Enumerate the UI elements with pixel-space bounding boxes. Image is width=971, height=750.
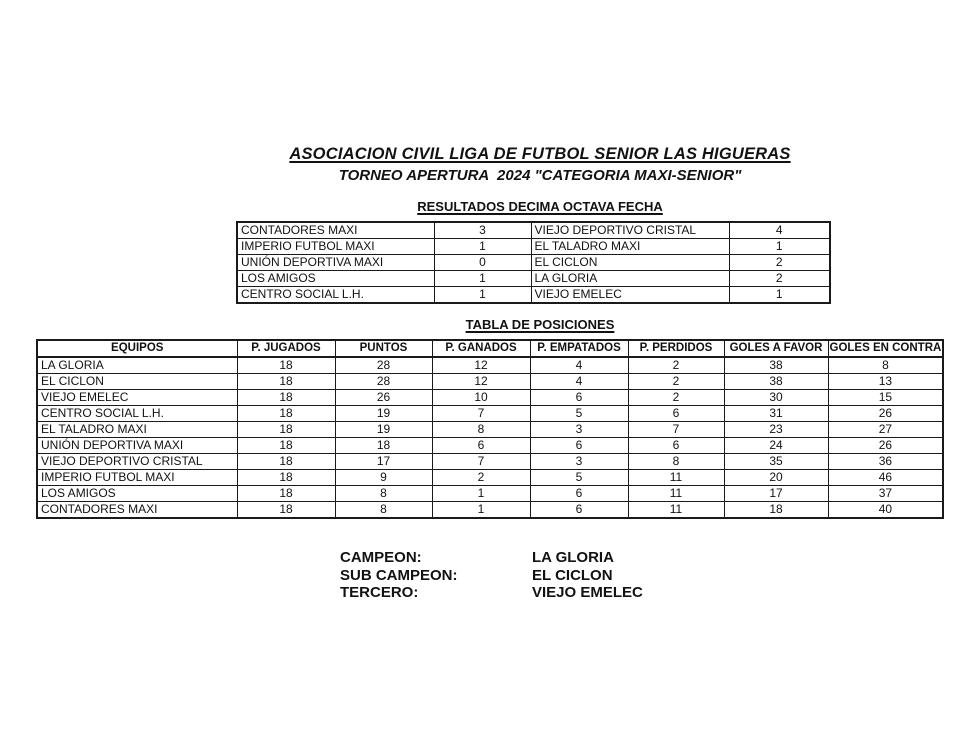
stat-cell: 8 [335, 486, 432, 502]
podium-value: VIEJO EMELEC [532, 584, 643, 601]
stat-cell: 5 [530, 470, 628, 486]
stat-cell: 18 [237, 486, 335, 502]
stat-cell: 18 [237, 502, 335, 519]
results-heading [110, 199, 970, 214]
away-team-cell: EL CICLON [531, 255, 729, 271]
standings-row [37, 406, 943, 422]
standings-row [37, 357, 943, 374]
stat-cell: 38 [724, 374, 828, 390]
podium-value: LA GLORIA [532, 549, 614, 566]
stat-cell: 13 [828, 374, 943, 390]
stat-cell: 8 [828, 357, 943, 374]
home-team-cell: CONTADORES MAXI [237, 222, 434, 239]
stat-cell: 31 [724, 406, 828, 422]
column-header-equipos: EQUIPOS [37, 340, 237, 357]
away-score-cell: 2 [729, 271, 830, 287]
stat-cell: 8 [628, 454, 724, 470]
away-score-cell: 1 [729, 287, 830, 304]
column-header-ganados: P. GANADOS [432, 340, 530, 357]
page-subtitle: TORNEO APERTURA 2024 "CATEGORIA MAXI-SENIOR" [338, 167, 742, 184]
stat-cell: 3 [530, 422, 628, 438]
stat-cell: 6 [432, 438, 530, 454]
results-heading-text: RESULTADOS DECIMA OCTAVA FECHA [417, 199, 663, 214]
stat-cell: 17 [724, 486, 828, 502]
team-name-cell: VIEJO EMELEC [37, 390, 237, 406]
stat-cell: 6 [530, 438, 628, 454]
stat-cell: 18 [237, 422, 335, 438]
home-team-cell: UNIÓN DEPORTIVA MAXI [237, 255, 434, 271]
away-team-cell: VIEJO DEPORTIVO CRISTAL [531, 222, 729, 239]
page-title-text: ASOCIACION CIVIL LIGA DE FUTBOL SENIOR LAS HIGUERAS [289, 145, 791, 163]
match-row [237, 271, 830, 287]
stat-cell: 46 [828, 470, 943, 486]
match-row [237, 255, 830, 271]
stat-cell: 17 [335, 454, 432, 470]
stat-cell: 6 [530, 390, 628, 406]
stat-cell: 2 [628, 390, 724, 406]
stat-cell: 11 [628, 486, 724, 502]
stat-cell: 7 [432, 454, 530, 470]
stat-cell: 6 [628, 406, 724, 422]
home-score-cell: 1 [434, 271, 531, 287]
stat-cell: 28 [335, 374, 432, 390]
stat-cell: 9 [335, 470, 432, 486]
standings-table [36, 339, 944, 519]
match-row [237, 222, 830, 239]
stat-cell: 2 [432, 470, 530, 486]
stat-cell: 6 [530, 486, 628, 502]
stat-cell: 26 [828, 438, 943, 454]
stat-cell: 18 [237, 454, 335, 470]
stat-cell: 23 [724, 422, 828, 438]
stat-cell: 12 [432, 374, 530, 390]
stat-cell: 37 [828, 486, 943, 502]
stat-cell: 2 [628, 374, 724, 390]
stat-cell: 18 [237, 470, 335, 486]
stat-cell: 12 [432, 357, 530, 374]
stat-cell: 18 [335, 438, 432, 454]
stat-cell: 27 [828, 422, 943, 438]
stat-cell: 8 [335, 502, 432, 519]
team-name-cell: LA GLORIA [37, 357, 237, 374]
standings-row [37, 422, 943, 438]
away-team-cell: EL TALADRO MAXI [531, 239, 729, 255]
away-team-cell: LA GLORIA [531, 271, 729, 287]
standings-row [37, 390, 943, 406]
standings-row [37, 486, 943, 502]
home-score-cell: 1 [434, 287, 531, 304]
podium-section [340, 549, 643, 602]
team-name-cell: EL CICLON [37, 374, 237, 390]
stat-cell: 18 [237, 374, 335, 390]
podium-label: SUB CAMPEON: [340, 566, 458, 584]
stat-cell: 6 [628, 438, 724, 454]
podium-label: TERCERO: [340, 584, 419, 601]
standings-row [37, 502, 943, 519]
stat-cell: 3 [530, 454, 628, 470]
stat-cell: 1 [432, 502, 530, 519]
stat-cell: 1 [432, 486, 530, 502]
page-title [110, 145, 970, 164]
podium-line-tercero [340, 584, 643, 602]
stat-cell: 20 [724, 470, 828, 486]
stat-cell: 4 [530, 357, 628, 374]
standings-heading [110, 317, 970, 332]
home-score-cell: 1 [434, 239, 531, 255]
team-name-cell: IMPERIO FUTBOL MAXI [37, 470, 237, 486]
stat-cell: 10 [432, 390, 530, 406]
column-header-perdidos: P. PERDIDOS [628, 340, 724, 357]
away-team-cell: VIEJO EMELEC [531, 287, 729, 304]
match-row [237, 239, 830, 255]
team-name-cell: VIEJO DEPORTIVO CRISTAL [37, 454, 237, 470]
stat-cell: 36 [828, 454, 943, 470]
stat-cell: 19 [335, 422, 432, 438]
column-header-goles-contra: GOLES EN CONTRA [828, 340, 943, 357]
team-name-cell: EL TALADRO MAXI [37, 422, 237, 438]
column-header-goles-favor: GOLES A FAVOR [724, 340, 828, 357]
home-team-cell: CENTRO SOCIAL L.H. [237, 287, 434, 304]
podium-line-subcampeon [340, 567, 643, 585]
stat-cell: 11 [628, 502, 724, 519]
standings-row [37, 454, 943, 470]
home-score-cell: 3 [434, 222, 531, 239]
stat-cell: 18 [724, 502, 828, 519]
stat-cell: 7 [628, 422, 724, 438]
home-score-cell: 0 [434, 255, 531, 271]
away-score-cell: 1 [729, 239, 830, 255]
away-score-cell: 2 [729, 255, 830, 271]
stat-cell: 2 [628, 357, 724, 374]
match-row [237, 287, 830, 304]
away-score-cell: 4 [729, 222, 830, 239]
team-name-cell: CENTRO SOCIAL L.H. [37, 406, 237, 422]
standings-row [37, 438, 943, 454]
stat-cell: 18 [237, 390, 335, 406]
stat-cell: 8 [432, 422, 530, 438]
podium-label: CAMPEON: [340, 549, 422, 566]
stat-cell: 6 [530, 502, 628, 519]
stat-cell: 15 [828, 390, 943, 406]
column-header-puntos: PUNTOS [335, 340, 432, 357]
stat-cell: 26 [335, 390, 432, 406]
stat-cell: 38 [724, 357, 828, 374]
home-team-cell: LOS AMIGOS [237, 271, 434, 287]
stat-cell: 18 [237, 406, 335, 422]
podium-value: EL CICLON [532, 566, 613, 584]
standings-row [37, 470, 943, 486]
stat-cell: 18 [237, 357, 335, 374]
results-table [236, 221, 831, 304]
team-name-cell: LOS AMIGOS [37, 486, 237, 502]
home-team-cell: IMPERIO FUTBOL MAXI [237, 239, 434, 255]
stat-cell: 4 [530, 374, 628, 390]
stat-cell: 30 [724, 390, 828, 406]
stat-cell: 11 [628, 470, 724, 486]
stat-cell: 28 [335, 357, 432, 374]
standings-heading-text: TABLA DE POSICIONES [465, 317, 615, 332]
standings-header-row [37, 340, 943, 357]
stat-cell: 5 [530, 406, 628, 422]
stat-cell: 35 [724, 454, 828, 470]
standings-row [37, 374, 943, 390]
stat-cell: 26 [828, 406, 943, 422]
column-header-jugados: P. JUGADOS [237, 340, 335, 357]
stat-cell: 19 [335, 406, 432, 422]
stat-cell: 24 [724, 438, 828, 454]
team-name-cell: UNIÓN DEPORTIVA MAXI [37, 438, 237, 454]
team-name-cell: CONTADORES MAXI [37, 502, 237, 519]
stat-cell: 7 [432, 406, 530, 422]
stat-cell: 18 [237, 438, 335, 454]
stat-cell: 40 [828, 502, 943, 519]
column-header-empatados: P. EMPATADOS [530, 340, 628, 357]
podium-line-campeon [340, 549, 643, 567]
